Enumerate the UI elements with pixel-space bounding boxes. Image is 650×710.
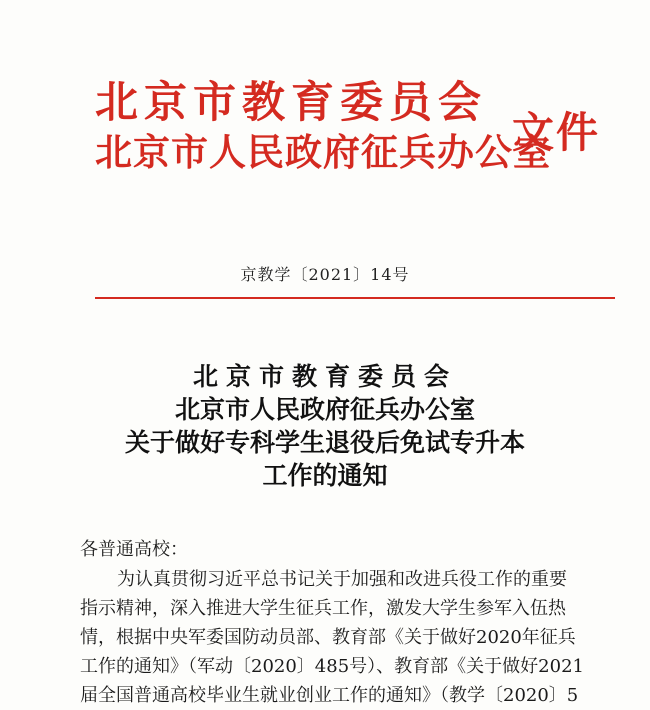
masthead-document-label: 文件 <box>512 108 601 157</box>
salutation: 各普通高校： <box>80 539 188 560</box>
document-number: 京教学〔2021〕14号 <box>240 265 410 284</box>
title-line-1: 北京市教育委员会 <box>192 362 457 391</box>
title-line-2: 北京市人民政府征兵办公室 <box>174 395 475 424</box>
title-line-3: 关于做好专科学生退役后免试专升本 <box>124 428 525 457</box>
body-line: 指示精神，深入推进大学生征兵工作，激发大学生参军入伍热 <box>80 598 566 619</box>
body-line: 情，根据中央军委国防动员部、教育部《关于做好2020年征兵 <box>80 627 576 648</box>
title-line-4: 工作的通知 <box>262 461 388 490</box>
red-separator-line <box>95 297 615 299</box>
masthead-issuer-1: 北京市教育委员会 <box>95 78 487 128</box>
document-masthead <box>95 78 551 174</box>
body-text <box>80 565 595 710</box>
masthead-issuer-2: 北京市人民政府征兵办公室 <box>95 130 551 174</box>
body-line: 为认真贯彻习近平总书记关于加强和改进兵役工作的重要 <box>117 569 567 590</box>
document-title <box>0 360 650 492</box>
body-line: 届全国普通高校毕业生就业创业工作的通知》（教学〔2020〕5 <box>80 685 579 706</box>
body-line: 工作的通知》（军动〔2020〕485号）、教育部《关于做好2021 <box>80 656 584 677</box>
